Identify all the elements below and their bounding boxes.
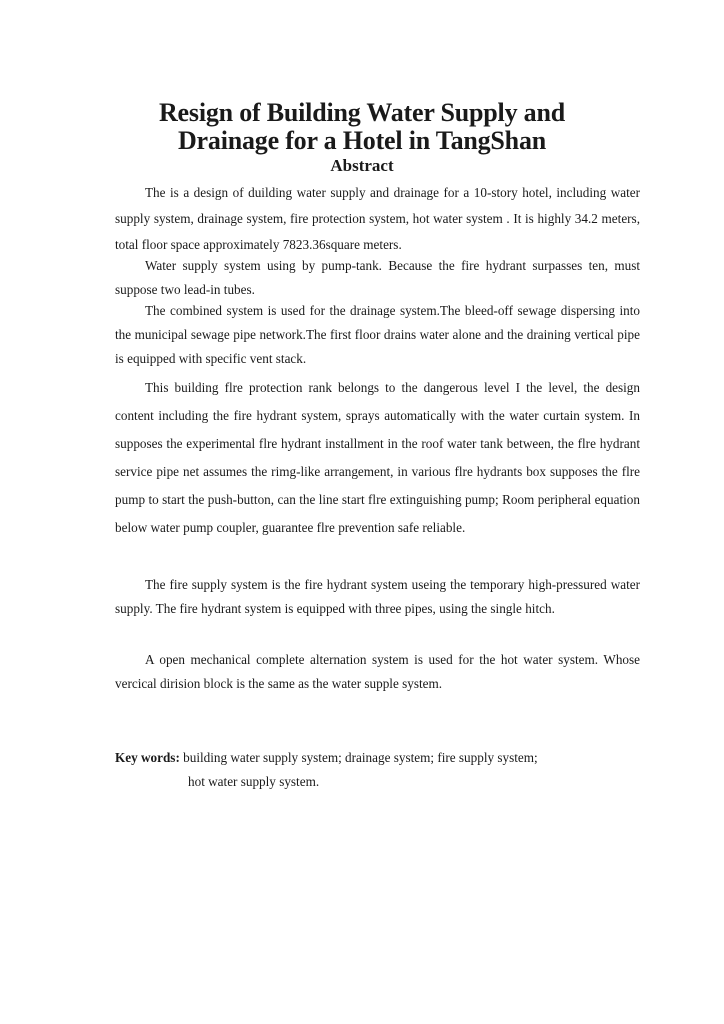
- paragraph-hot-water: A open mechanical complete alternation system is used for the hot water system. Whose vercical dirision block is the same as the water supple system.: [115, 652, 640, 691]
- title-line-2: Drainage for a Hotel in TangShan: [177, 126, 547, 155]
- title-line-1: Resign of Building Water Supply and: [158, 98, 566, 127]
- paragraph-fire-supply: The fire supply system is the fire hydrant system useing the temporary high-pressured water supply. The fire hydrant system is equipped with three pipes, using the single hitch.: [115, 577, 640, 616]
- keywords-line: [115, 745, 640, 771]
- paragraph-overview: The is a design of duilding water supply and drainage for a 10-story hotel, including water supply system, drainage system, fire protection system, hot water system . It is highly 34.2 meters, total floor space approximately 7823.36square meters.: [115, 185, 640, 252]
- paragraph-drainage: The combined system is used for the drainage system.The bleed-off sewage dispersing into the municipal sewage pipe network.The first floor drains water alone and the draining vertical pipe is equipped with specific vent stack.: [115, 303, 640, 366]
- paragraph-fire-protection: This building flre protection rank belongs to the dangerous level I the level, the design content including the fire hydrant system, sprays automatically with the water curtain system. In supposes the experimental flre hydrant installment in the roof water tank between, the flre hydrant service pipe net assumes the rimg-like arrangement, in various flre hydrants box supposes the flre pump to start the push-button, can the line start flre extinguishing pump; Room peripheral equation below water pump coupler, guarantee flre prevention safe reliable.: [115, 380, 640, 535]
- keywords-continued: hot water supply system.: [188, 774, 320, 789]
- abstract-heading: Abstract: [330, 156, 394, 175]
- keywords-label: Key words:: [115, 750, 180, 765]
- keywords-list: building water supply system; drainage system; fire supply system;: [183, 750, 538, 765]
- paragraph-water-supply: Water supply system using by pump-tank. Because the fire hydrant surpasses ten, must suppose two lead-in tubes.: [115, 258, 640, 297]
